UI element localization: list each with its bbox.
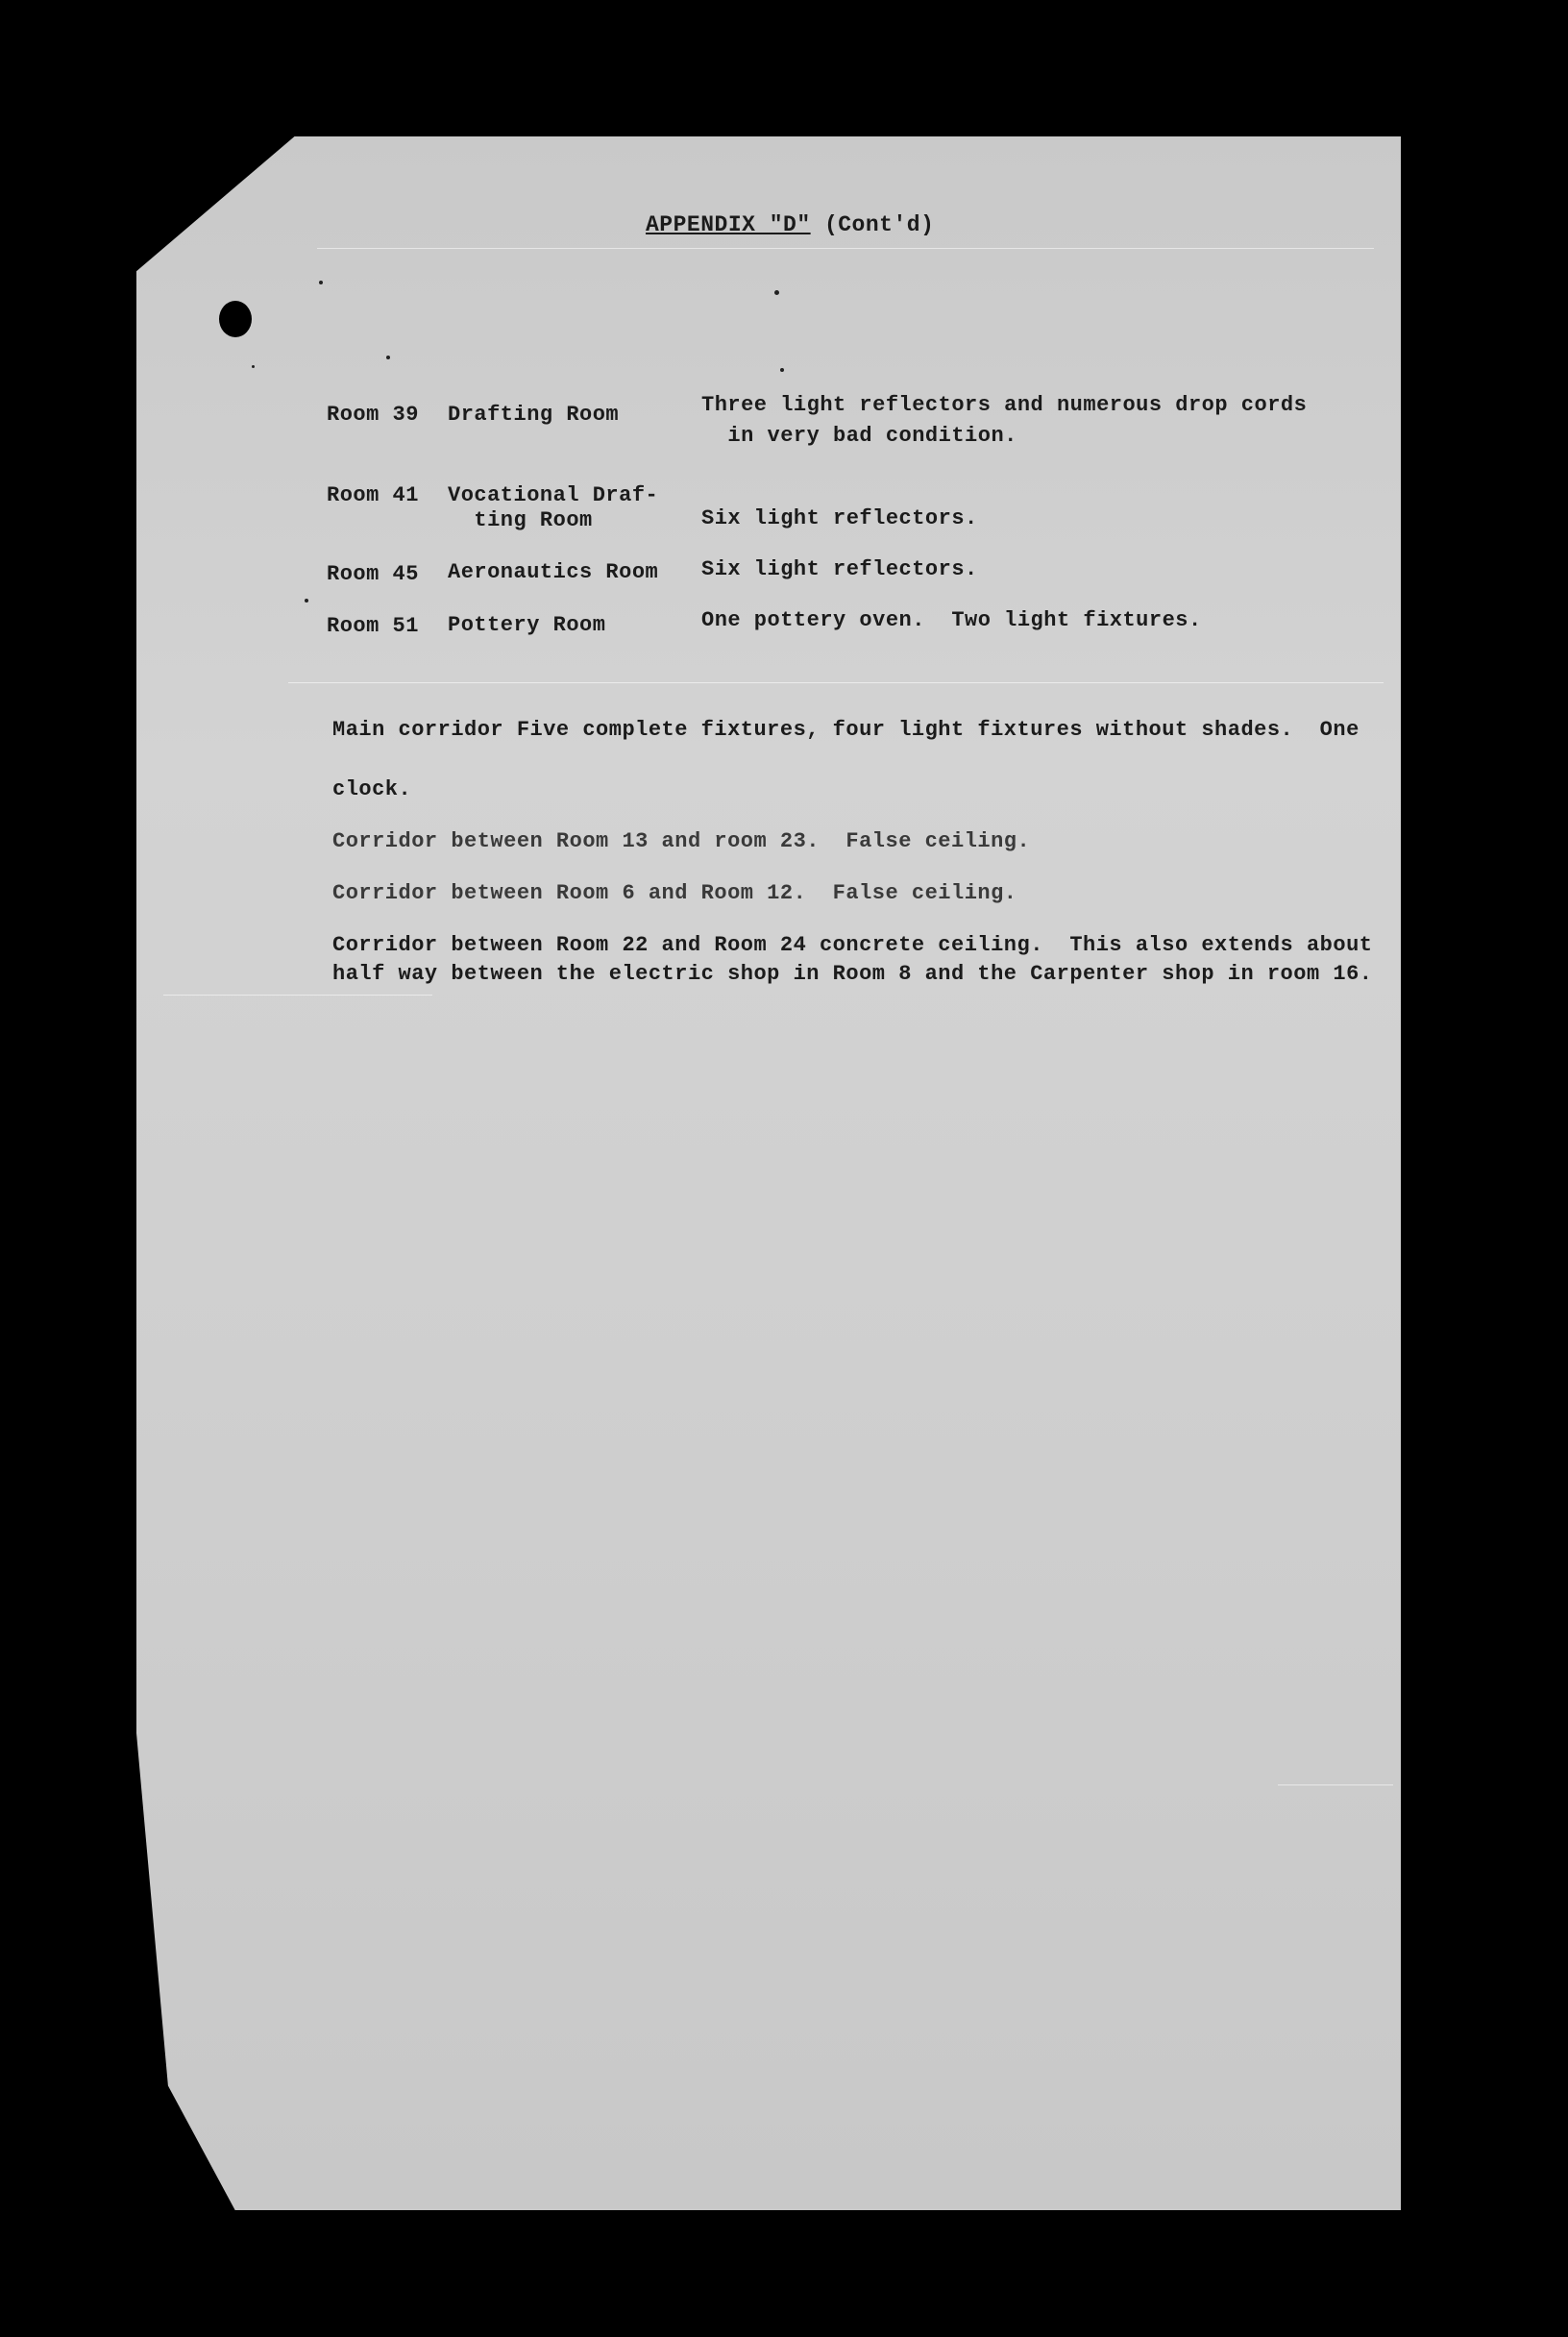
appendix-heading-suffix: (Cont'd) — [823, 212, 935, 237]
room-description: Three light reflectors and numerous drop cords — [701, 393, 1308, 417]
appendix-heading-main: APPENDIX "D" — [646, 212, 811, 237]
room-name: Aeronautics Room — [448, 560, 659, 584]
room-number: Room 39 — [327, 403, 419, 427]
fold-crease — [288, 682, 1384, 683]
room-number: Room 45 — [327, 562, 419, 586]
room-name: Vocational Draf- — [448, 483, 659, 507]
room-name: Pottery Room — [448, 613, 606, 637]
room-number: Room 41 — [327, 483, 419, 507]
speck — [780, 368, 784, 372]
room-description: in very bad condition. — [701, 424, 1017, 448]
paragraph-corridor-22-24: half way between the electric shop in Room 8 and the Carpenter shop in room 16. — [332, 962, 1373, 986]
room-description: One pottery oven. Two light fixtures. — [701, 608, 1202, 632]
speck — [252, 365, 255, 368]
fold-crease — [163, 995, 432, 996]
room-number: Room 51 — [327, 614, 419, 638]
speck — [386, 356, 390, 359]
appendix-heading — [646, 209, 934, 240]
paragraph-main-corridor: clock. — [332, 777, 412, 801]
speck — [319, 281, 323, 284]
punch-hole — [219, 301, 252, 337]
paragraph-main-corridor: Main corridor Five complete fixtures, four light fixtures without shades. One — [332, 718, 1360, 742]
room-description: Six light reflectors. — [701, 557, 978, 581]
paragraph-corridor-13-23: Corridor between Room 13 and room 23. False ceiling. — [332, 829, 1031, 853]
speck — [774, 290, 779, 295]
room-name: ting Room — [448, 508, 593, 532]
paragraph-corridor-22-24: Corridor between Room 22 and Room 24 concrete ceiling. This also extends about — [332, 933, 1373, 957]
room-description: Six light reflectors. — [701, 506, 978, 530]
speck — [305, 599, 308, 603]
room-name: Drafting Room — [448, 403, 620, 427]
fold-crease — [1278, 1784, 1393, 1785]
fold-crease — [317, 248, 1374, 249]
paragraph-corridor-6-12: Corridor between Room 6 and Room 12. False ceiling. — [332, 881, 1017, 905]
